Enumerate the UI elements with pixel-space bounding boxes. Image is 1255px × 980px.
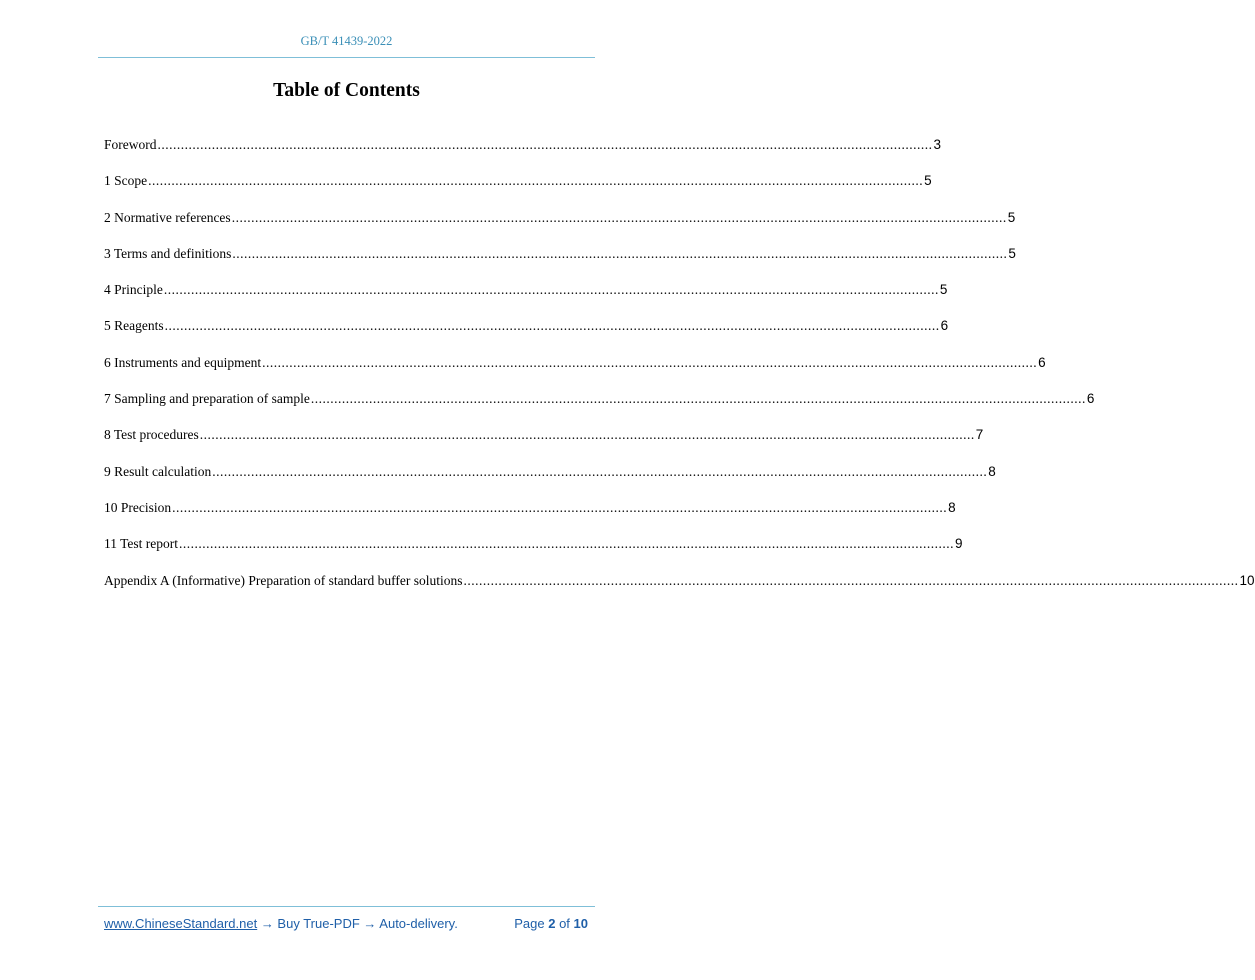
page-title: Table of Contents	[273, 80, 420, 101]
toc-entry-page: 6	[940, 318, 949, 334]
toc-entry-page: 5	[939, 282, 948, 298]
toc-entry-label: 7 Sampling and preparation of sample	[104, 391, 310, 407]
toc-entry[interactable]	[104, 209, 1016, 246]
toc-entry-label: 3 Terms and definitions	[104, 245, 232, 261]
current-page: 2	[548, 916, 556, 931]
toc-entry-page: 5	[1008, 245, 1016, 261]
toc-entry-label: 5 Reagents	[104, 318, 164, 334]
toc-entry[interactable]	[104, 536, 963, 572]
toc-entry[interactable]	[104, 173, 932, 209]
page-footer	[104, 916, 588, 931]
toc-entry-label: 10 Precision	[104, 499, 172, 515]
toc-entry[interactable]	[104, 499, 956, 536]
toc-dot-leader: ........................................................................................................................................................................................................	[179, 536, 955, 552]
toc-dot-leader: ........................................................................................................................................................................................................	[164, 318, 940, 334]
toc-entry-label: 9 Result calculation	[104, 463, 212, 479]
toc-dot-leader: ........................................................................................................................................................................................................	[199, 427, 975, 443]
toc-entry[interactable]	[104, 427, 984, 463]
toc-entry-label: 2 Normative references	[104, 209, 231, 225]
toc-entry-label: Foreword	[104, 137, 157, 152]
toc-dot-leader: ........................................................................................................................................................................................................	[232, 245, 1008, 261]
toc-entry-page: 9	[955, 536, 963, 552]
header-divider	[98, 57, 595, 58]
toc-entry[interactable]	[104, 245, 1016, 282]
toc-entry[interactable]	[104, 463, 996, 500]
table-of-contents	[104, 137, 1255, 609]
toc-entry-label: 1 Scope	[104, 173, 148, 189]
toc-dot-leader: ........................................................................................................................................................................................................	[163, 282, 939, 298]
toc-entry[interactable]	[104, 318, 949, 354]
page-indicator	[514, 916, 588, 931]
toc-entry[interactable]	[104, 137, 942, 173]
toc-dot-leader: ........................................................................................................................................................................................................	[212, 463, 988, 479]
running-header: GB/T 41439-2022	[300, 34, 393, 48]
toc-entry[interactable]	[104, 391, 1095, 427]
toc-entry-page: 3	[933, 137, 942, 152]
toc-dot-leader: ........................................................................................................................................................................................................	[231, 209, 1007, 225]
toc-entry-page: 6	[1086, 391, 1095, 407]
toc-dot-leader: ........................................................................................................................................................................................................	[262, 354, 1038, 370]
toc-entry-page: 6	[1038, 354, 1046, 370]
page-prefix: Page	[514, 916, 549, 931]
toc-entry-page: 10	[1239, 572, 1255, 588]
toc-entry-page: 5	[924, 173, 932, 189]
promo-text: → Buy True-PDF → Auto-delivery.	[257, 916, 458, 931]
toc-entry[interactable]	[104, 572, 1255, 609]
footer-promo	[104, 916, 458, 931]
website-link[interactable]: www.ChineseStandard.net	[104, 916, 258, 931]
toc-entry-page: 8	[988, 463, 996, 479]
toc-entry-label: 6 Instruments and equipment	[104, 354, 262, 370]
page-of: of	[555, 916, 574, 931]
toc-dot-leader: ........................................................................................................................................................................................................	[310, 391, 1086, 407]
toc-entry[interactable]	[104, 282, 948, 318]
toc-entry-page: 8	[948, 499, 956, 515]
toc-entry[interactable]	[104, 354, 1046, 391]
toc-entry-page: 7	[975, 427, 984, 443]
toc-entry-page: 5	[1007, 209, 1016, 225]
toc-entry-label: 11 Test report	[104, 536, 179, 552]
footer-divider	[98, 906, 595, 907]
toc-entry-label: 4 Principle	[104, 282, 163, 298]
toc-dot-leader: ........................................................................................................................................................................................................	[463, 572, 1239, 588]
toc-dot-leader: ........................................................................................................................................................................................................	[148, 173, 924, 189]
toc-entry-label: 8 Test procedures	[104, 427, 199, 443]
toc-entry-label: Appendix A (Informative) Preparation of standard buffer solutions	[104, 572, 463, 588]
toc-dot-leader: ........................................................................................................................................................................................................	[172, 499, 948, 515]
toc-dot-leader: ........................................................................................................................................................................................................	[157, 137, 933, 152]
total-pages: 10	[573, 916, 588, 931]
